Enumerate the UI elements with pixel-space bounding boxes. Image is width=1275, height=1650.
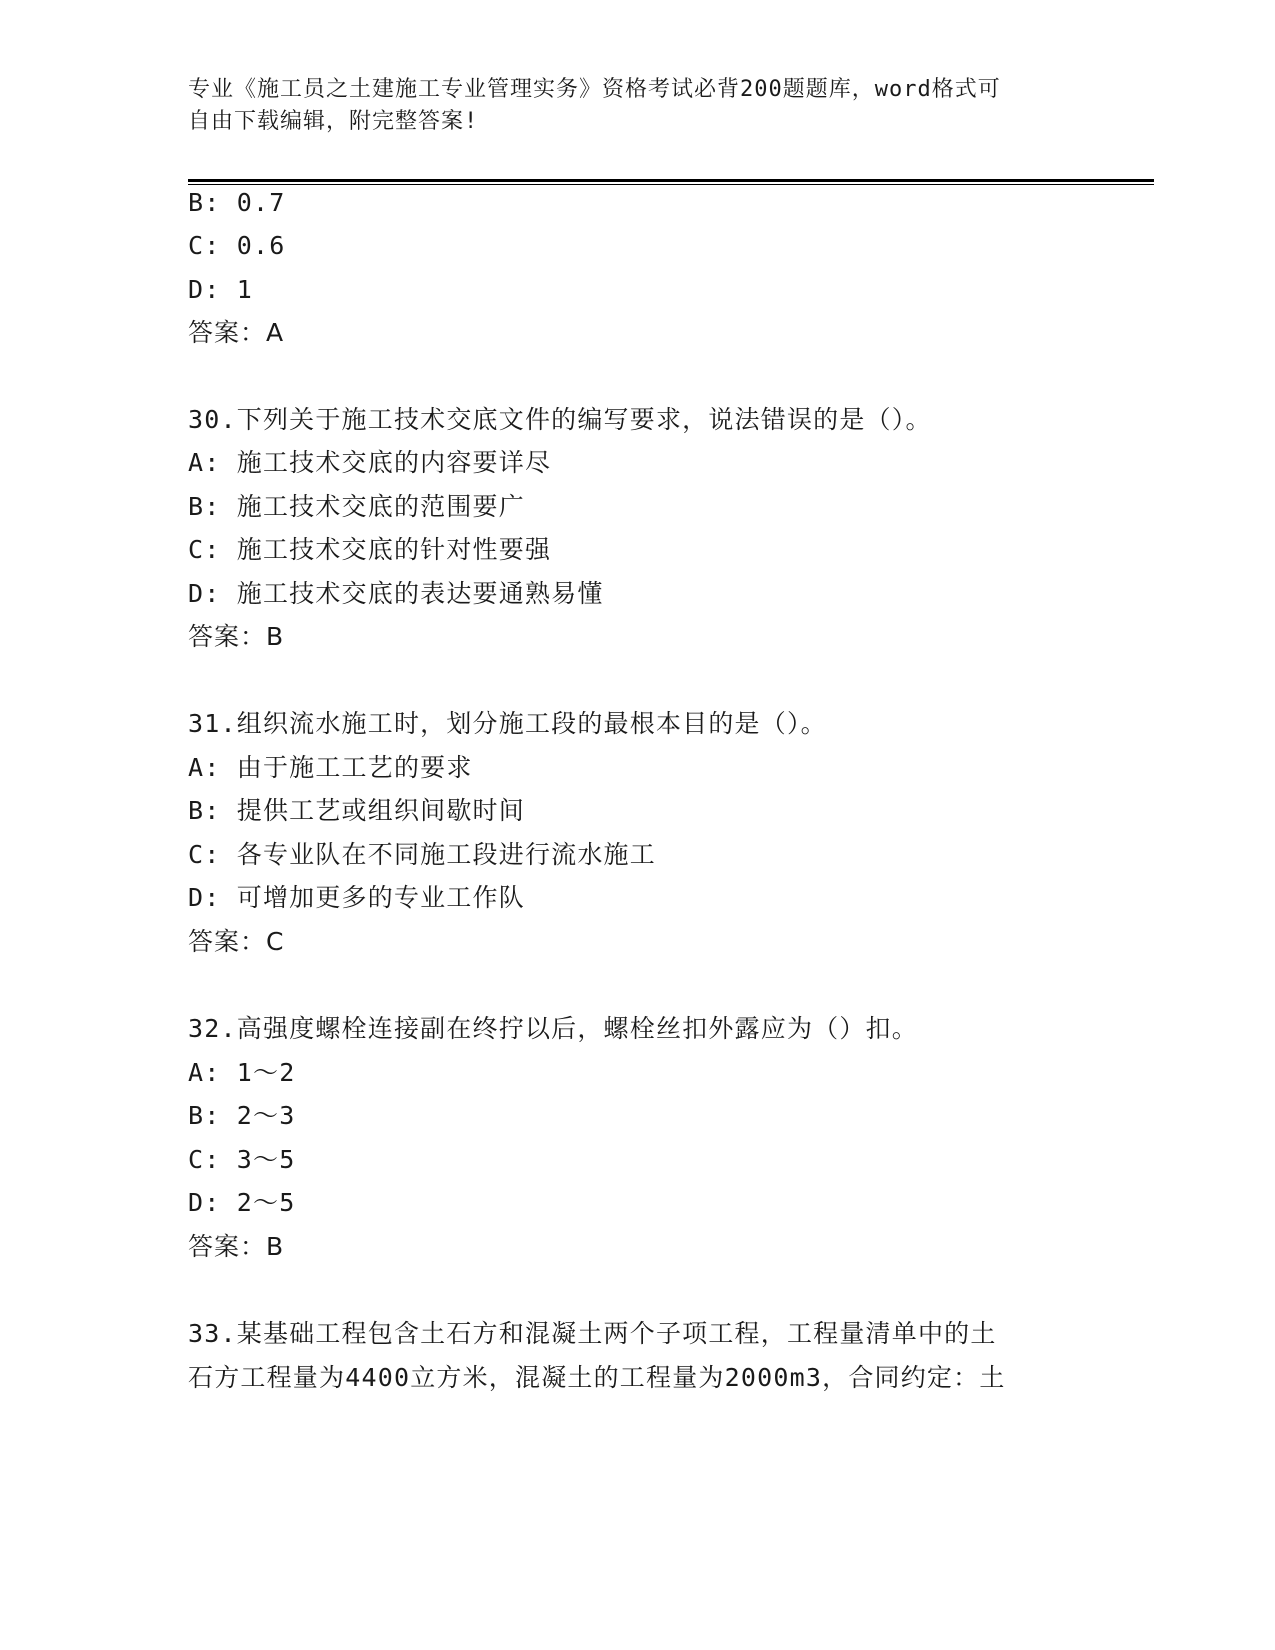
option-c: C: 0.6: [188, 231, 286, 260]
answer-line: 答案：C: [188, 927, 285, 956]
question-33-stem-line-1: 33.某基础工程包含土石方和混凝土两个子项工程，工程量清单中的土: [188, 1319, 997, 1348]
option-a: A: 1～2: [188, 1058, 296, 1087]
page-header: [188, 74, 1088, 138]
header-rule-thin: [188, 184, 1154, 185]
question-31-stem: 31.组织流水施工时，划分施工段的最根本目的是（）。: [188, 709, 827, 738]
answer-line: 答案：B: [188, 622, 285, 651]
answer-line: 答案：B: [188, 1232, 285, 1261]
option-b: B: 提供工艺或组织间歇时间: [188, 796, 525, 825]
option-b: B: 0.7: [188, 188, 286, 217]
option-b: B: 2～3: [188, 1101, 296, 1130]
question-32-stem: 32.高强度螺栓连接副在终拧以后，螺栓丝扣外露应为（）扣。: [188, 1014, 918, 1043]
option-d: D: 施工技术交底的表达要通熟易懂: [188, 579, 604, 608]
option-a: A: 由于施工工艺的要求: [188, 753, 473, 782]
answer-line: 答案：A: [188, 318, 285, 347]
option-b: B: 施工技术交底的范围要广: [188, 492, 525, 521]
option-d: D: 2～5: [188, 1188, 296, 1217]
option-c: C: 施工技术交底的针对性要强: [188, 535, 552, 564]
header-line-2: 自由下载编辑，附完整答案!: [188, 109, 479, 134]
option-a: A: 施工技术交底的内容要详尽: [188, 448, 552, 477]
option-c: C: 各专业队在不同施工段进行流水施工: [188, 840, 656, 869]
question-30-stem: 30.下列关于施工技术交底文件的编写要求，说法错误的是（）。: [188, 405, 932, 434]
header-line-1: 专业《施工员之土建施工专业管理实务》资格考试必背200题题库，word格式可: [188, 77, 1001, 102]
option-d: D: 1: [188, 275, 254, 304]
header-rule-thick: [188, 179, 1154, 182]
option-d: D: 可增加更多的专业工作队: [188, 883, 525, 912]
option-c: C: 3～5: [188, 1145, 296, 1174]
question-33-stem-line-2: 石方工程量为4400立方米，混凝土的工程量为2000m3，合同约定：土: [188, 1363, 1006, 1392]
